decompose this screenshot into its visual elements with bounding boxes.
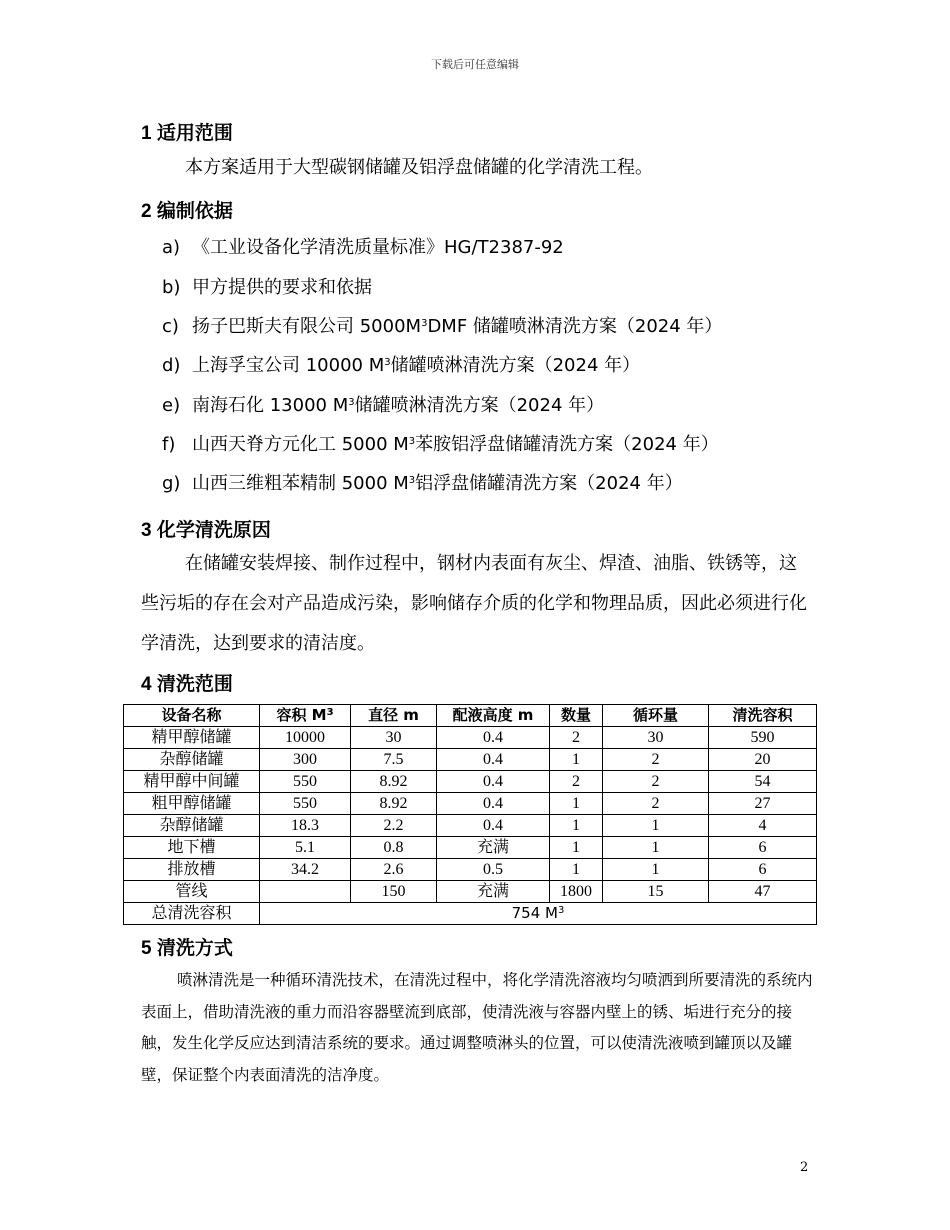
cell: 1800 (550, 881, 603, 903)
section-5-body (141, 965, 817, 1091)
item-text: 《工业设备化学清洗质量标准》HG/T2387-92 (192, 237, 564, 258)
cell: 1 (603, 815, 709, 837)
cell: 排放槽 (124, 859, 260, 881)
cell: 地下槽 (124, 837, 260, 859)
item-marker: c) (162, 316, 179, 337)
reference-item-d (162, 354, 640, 378)
cell: 充满 (437, 837, 550, 859)
reference-item-b (162, 276, 372, 300)
cell: 30 (603, 727, 709, 749)
cell: 2 (603, 771, 709, 793)
section-3-text: 在储罐安装焊接、制作过程中，钢材内表面有灰尘、焊渣、油脂、铁锈等，这些污垢的存在会对产品造成污染，影响储存介质的化学和物理品质，因此必须进行化学清洗，达到要求的清洁度。 (141, 553, 807, 654)
item-text: 南海石化 13000 M (192, 395, 349, 416)
cell: 8.92 (351, 771, 437, 793)
cell: 5.1 (260, 837, 351, 859)
superscript: 3 (348, 397, 355, 408)
table-row (124, 837, 817, 859)
cell: 47 (709, 881, 817, 903)
section-5-title: 5 清洗方式 (141, 938, 233, 959)
cell: 0.5 (437, 859, 550, 881)
item-marker: d) (162, 355, 181, 376)
item-text: 山西三维粗苯精制 5000 M (192, 473, 409, 494)
item-marker: a) (162, 237, 181, 258)
cell: 1 (550, 815, 603, 837)
header-equipment: 设备名称 (124, 705, 260, 727)
cell: 7.5 (351, 749, 437, 771)
cell: 590 (709, 727, 817, 749)
cell: 18.3 (260, 815, 351, 837)
section-1-body: 本方案适用于大型碳钢储罐及铝浮盘储罐的化学清洗工程。 (185, 157, 653, 178)
cell: 150 (351, 881, 437, 903)
item-text: 苯胺铝浮盘储罐清洗方案（2024 年） (415, 434, 719, 455)
cell: 粗甲醇储罐 (124, 793, 260, 815)
cell: 2.2 (351, 815, 437, 837)
cell: 20 (709, 749, 817, 771)
total-value: 754 $M^3$ (260, 903, 817, 925)
cell: 1 (550, 837, 603, 859)
section-4-title: 4 清洗范围 (141, 674, 233, 695)
reference-item-c (162, 315, 722, 339)
reference-item-a (162, 236, 564, 260)
reference-item-f (162, 433, 719, 457)
section-3-title: 3 化学清洗原因 (141, 520, 271, 541)
table-total-row (124, 903, 817, 925)
cell: 1 (550, 793, 603, 815)
item-text: 山西天脊方元化工 5000 M (192, 434, 409, 455)
item-marker: b) (162, 277, 181, 298)
cell: 0.4 (437, 793, 550, 815)
page-number: 2 (800, 1160, 809, 1175)
cell: 2 (550, 771, 603, 793)
table-row (124, 727, 817, 749)
cell: 1 (550, 749, 603, 771)
cell: 10000 (260, 727, 351, 749)
header-circulation: 循环量 (603, 705, 709, 727)
cell: 0.8 (351, 837, 437, 859)
cell: 充满 (437, 881, 550, 903)
item-text: 甲方提供的要求和依据 (192, 277, 372, 298)
superscript: 3 (408, 475, 416, 486)
cell: 精甲醇储罐 (124, 727, 260, 749)
cell: 2 (603, 793, 709, 815)
cell: 8.92 (351, 793, 437, 815)
table-row (124, 859, 817, 881)
item-marker: e) (162, 395, 181, 416)
item-text: 储罐喷淋清洗方案（2024 年） (354, 395, 605, 416)
item-marker: g) (162, 473, 181, 494)
reference-item-g (162, 472, 683, 496)
table-header-row (124, 705, 817, 727)
table-row (124, 749, 817, 771)
cell: 1 (550, 859, 603, 881)
cell: 34.2 (260, 859, 351, 881)
cell: 管线 (124, 881, 260, 903)
table-row (124, 815, 817, 837)
section-5-text: 喷淋清洗是一种循环清洗技术，在清洗过程中，将化学清洗溶液均匀喷洒到所要清洗的系统内表面上，借助清洗液的重力而沿容器壁流到底部，使清洗液与容器内壁上的锈、垢进行充分的接触，发生化学反应达到清洁系统的要求。通过调整喷淋头的位置，可以使清洗液喷到罐顶以及罐壁，保证整个内表面清洗的洁净度。 (141, 971, 813, 1084)
cell: 1 (603, 859, 709, 881)
superscript: 3 (384, 357, 391, 368)
cell: 550 (260, 771, 351, 793)
cell: 2 (603, 749, 709, 771)
header-quantity: 数量 (550, 705, 603, 727)
cell: 1 (603, 837, 709, 859)
cell: 30 (351, 727, 437, 749)
cleaning-scope-table (123, 704, 817, 925)
cell: 杂醇储罐 (124, 749, 260, 771)
cell: 54 (709, 771, 817, 793)
superscript: 3 (408, 436, 416, 447)
cell: 精甲醇中间罐 (124, 771, 260, 793)
cell: 6 (709, 837, 817, 859)
item-text: DMF 储罐喷淋清洗方案（2024 年） (427, 316, 723, 337)
superscript: 3 (421, 318, 428, 329)
cell: 0.4 (437, 727, 550, 749)
cell: 0.4 (437, 771, 550, 793)
header-cleaning-volume: 清洗容积 (709, 705, 817, 727)
cell: 6 (709, 859, 817, 881)
cell: 4 (709, 815, 817, 837)
cell: 300 (260, 749, 351, 771)
cell: 2.6 (351, 859, 437, 881)
section-1-title: 1 适用范围 (141, 123, 233, 144)
cell: 2 (550, 727, 603, 749)
cell: 550 (260, 793, 351, 815)
section-3-body (141, 544, 809, 664)
item-text: 上海孚宝公司 10000 M (192, 355, 385, 376)
cell (260, 881, 351, 903)
table-row (124, 793, 817, 815)
cell: 27 (709, 793, 817, 815)
cell: 0.4 (437, 815, 550, 837)
item-text: 储罐喷淋清洗方案（2024 年） (390, 355, 641, 376)
total-label: 总清洗容积 (124, 903, 260, 925)
section-2-title: 2 编制依据 (141, 201, 233, 222)
page-header: 下载后可任意编辑 (431, 58, 519, 71)
table-row (124, 771, 817, 793)
table-row (124, 881, 817, 903)
cell: 15 (603, 881, 709, 903)
item-text: 扬子巴斯夫有限公司 5000M (192, 316, 422, 337)
header-liquid-height: 配液高度 m (437, 705, 550, 727)
item-marker: f) (162, 434, 176, 455)
cell: 0.4 (437, 749, 550, 771)
reference-item-e (162, 394, 604, 418)
item-text: 铝浮盘储罐清洗方案（2024 年） (415, 473, 683, 494)
cell: 杂醇储罐 (124, 815, 260, 837)
header-volume: 容积 $M^3$ (260, 705, 351, 727)
header-diameter: 直径 m (351, 705, 437, 727)
